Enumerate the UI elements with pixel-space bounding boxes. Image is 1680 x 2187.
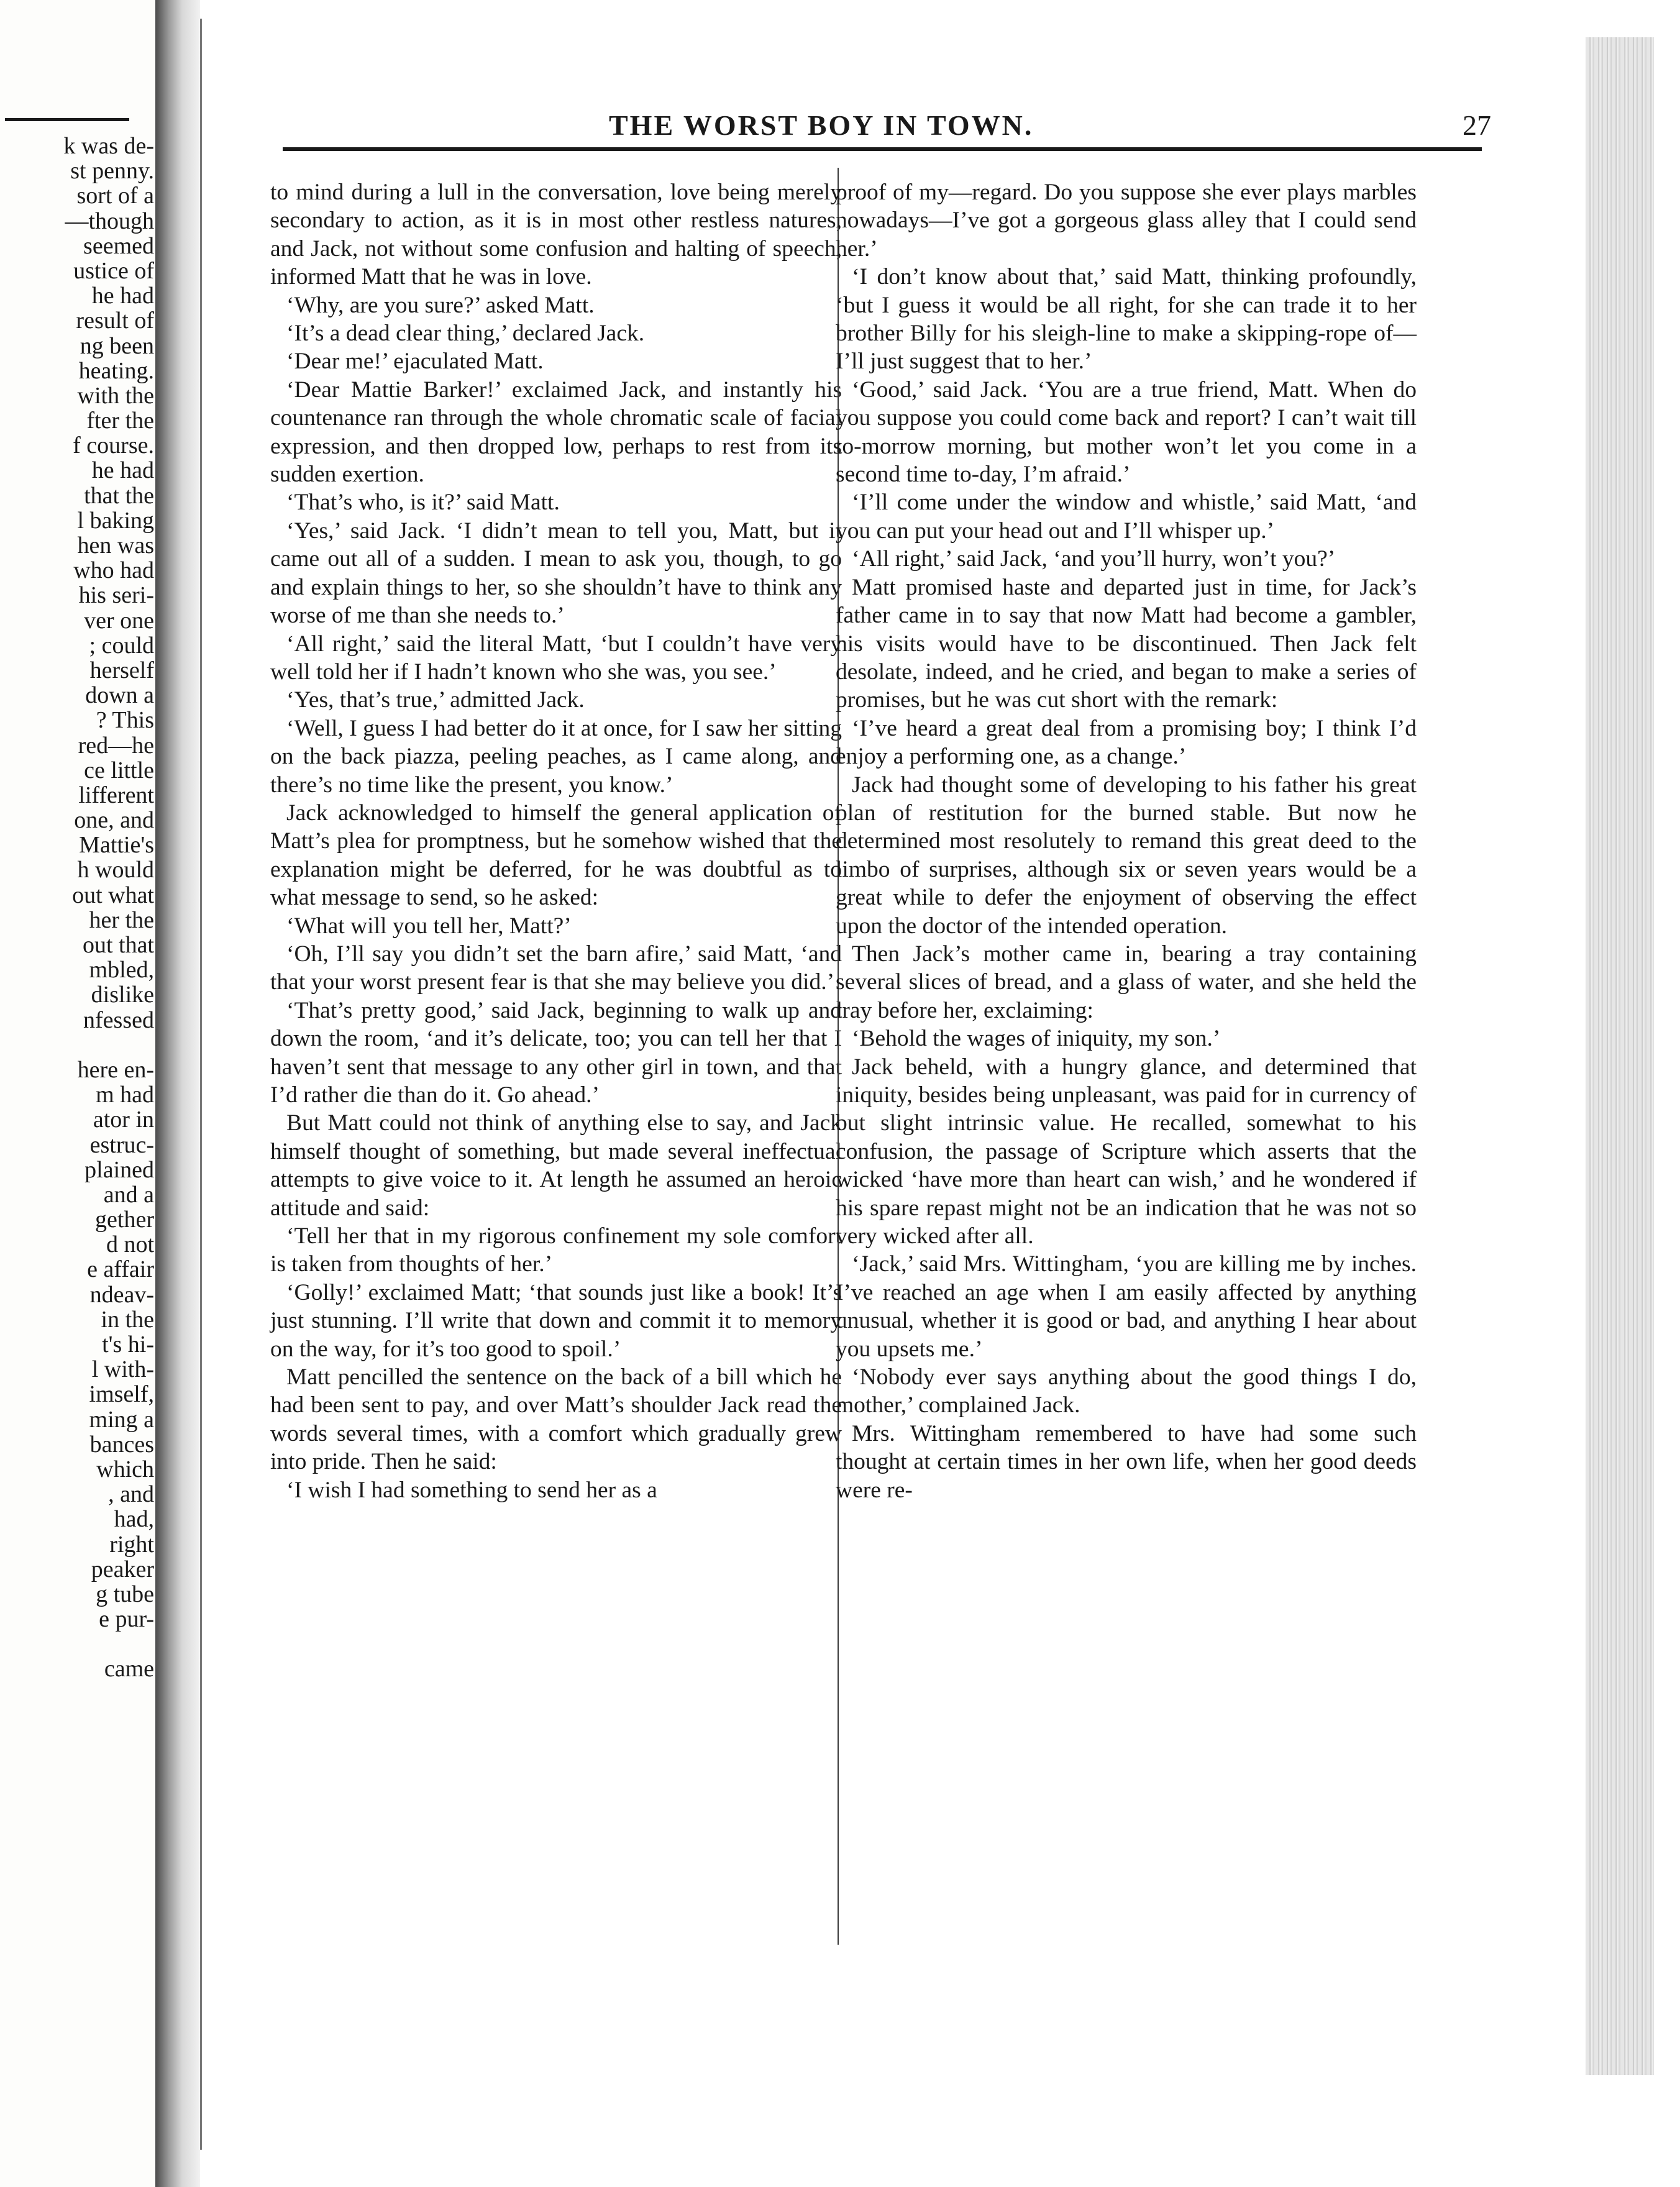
facing-page-line: who had: [73, 557, 154, 584]
facing-page-line: ustice of: [73, 257, 154, 284]
facing-page-line: ator in: [93, 1107, 154, 1133]
facing-page-line: estruc-: [89, 1131, 154, 1158]
page-number: 27: [1463, 109, 1491, 141]
facing-page-line: heating.: [78, 357, 154, 384]
text-column-right: [836, 178, 1417, 1504]
paragraph: ‘Tell her that in my rigorous confinement my sole comfort is taken from thoughts of her.’: [270, 1223, 842, 1277]
facing-page-line: d not: [106, 1231, 154, 1258]
facing-page-line: dislike: [91, 982, 154, 1008]
paragraph: ‘I’ll come under the window and whistle,’ said Matt, ‘and you can put your head out and I’ll whisper up.’: [836, 490, 1417, 544]
paragraph: ‘Dear Mattie Barker!’ exclaimed Jack, and instantly his countenance ran through the whole chromatic scale of facial expression, and then dropped low, perhaps to rest from its sudden exertion.: [270, 377, 842, 488]
facing-page-line: with the: [77, 382, 154, 409]
facing-page-line: plained: [84, 1156, 154, 1183]
facing-page-line: t's hi-: [102, 1331, 154, 1358]
paragraph: Jack had thought some of developing to his father his great plan of restitution for the burned stable. But now he determined most resolutely to remand this great deed to the limbo of surprises, although six or seven years would be a great while to defer the enjoyment of observing the effect upon the doctor of the intended operation.: [836, 772, 1417, 939]
facing-page-line: ng been: [80, 332, 154, 359]
paragraph: Then Jack’s mother came in, bearing a tray containing several slices of bread, and a glass of water, and she held the tray before her, exclaiming:: [836, 941, 1417, 1023]
facing-page-line: here en-: [77, 1056, 154, 1083]
facing-page-line: ? This: [96, 707, 154, 734]
facing-page-line: nfessed: [83, 1007, 154, 1033]
paragraph: Jack acknowledged to himself the general application of Matt’s plea for promptness, but he somehow wished that the explanation might be deferred, for he was doubtful as to what message to send, so he asked:: [270, 800, 842, 911]
facing-page-line: e affair: [87, 1256, 154, 1283]
paragraph: ‘Dear me!’ ejaculated Matt.: [286, 349, 544, 375]
facing-page-line: mbled,: [89, 957, 154, 984]
facing-page-line: bances: [89, 1431, 154, 1458]
paragraph: to mind during a lull in the conversation, love being merely secondary to action, as it is in most other restless natures, and Jack, not without some confusion and halting of speech, informed Matt that he was in love.: [270, 180, 842, 290]
facing-page-line: lifferent: [78, 782, 154, 808]
facing-page-line: ndeav-: [89, 1281, 154, 1308]
facing-page-line: fter the: [86, 408, 154, 434]
facing-page-line: e pur-: [99, 1606, 154, 1633]
paragraph: ‘What will you tell her, Matt?’: [286, 913, 572, 939]
facing-page-line: imself,: [89, 1381, 154, 1408]
paragraph: Jack beheld, with a hungry glance, and determined that iniquity, besides being unpleasant, was paid for in currency of but slight intrinsic value. He recalled, somewhat to his confusion, the passage of Scripture which asserts that the wicked ‘have more than heart can wish,’ and he wondered if his spare repast might not be an indication that he was not so very wicked after all.: [836, 1054, 1417, 1249]
page-edges: [1586, 37, 1654, 2075]
facing-page-line: g tube: [96, 1581, 154, 1607]
facing-page-line: his seri-: [78, 582, 154, 609]
paragraph: But Matt could not think of anything else to say, and Jack himself thought of something, but made several ineffectual attempts to give voice to it. At length he assumed an heroic attitude and said:: [270, 1110, 842, 1221]
facing-page-line: herself: [89, 657, 154, 683]
facing-page-text: [0, 134, 154, 1682]
facing-page-line: Mattie's: [79, 832, 154, 859]
paragraph: ‘Oh, I’ll say you didn’t set the barn afire,’ said Matt, ‘and that your worst present fear is that she may believe you did.’: [270, 941, 842, 995]
facing-page-line: result of: [76, 308, 154, 334]
facing-page-line: out what: [72, 882, 154, 908]
facing-page-line: peaker: [91, 1556, 154, 1582]
facing-page-line: [0, 1033, 154, 1057]
facing-page-line: he had: [91, 457, 154, 484]
facing-page-line: ; could: [89, 632, 154, 659]
paragraph: ‘Good,’ said Jack. ‘You are a true friend, Matt. When do you suppose you could come back and report? I can’t wait till to-morrow morning, but mother won’t let you come in a second time to-day, I’m afraid.’: [836, 377, 1417, 488]
facing-page-line: seemed: [83, 232, 154, 259]
facing-page-line: gether: [95, 1207, 154, 1233]
paragraph: ‘That’s pretty good,’ said Jack, beginning to walk up and down the room, ‘and it’s delicate, too; you can tell her that I haven’t sent that message to any other girl in town, and that I’d rather die than do it. Go ahead.’: [270, 997, 842, 1108]
facing-page-line: k was de-: [63, 133, 154, 159]
facing-page-line: one, and: [74, 807, 154, 834]
facing-page-line: down a: [85, 682, 154, 709]
paragraph: ‘Jack,’ said Mrs. Wittingham, ‘you are killing me by inches. I’ve reached an age when I am easily affected by anything unusual, whether it is good or bad, and anything I hear about you upsets me.’: [836, 1251, 1417, 1362]
paragraph: ‘I don’t know about that,’ said Matt, thinking profoundly, ‘but I guess it would be all right, for she can trade it to her brother Billy for his sleigh-line to make a skipping-rope of—I’ll just suggest that to her.’: [836, 264, 1417, 375]
facing-page-line: ce little: [84, 757, 154, 783]
paragraph: ‘That’s who, is it?’ said Matt.: [286, 490, 560, 516]
facing-page-line: ming a: [89, 1406, 154, 1433]
page-header: [273, 109, 1491, 158]
facing-page-line: that the: [84, 482, 154, 509]
facing-page-line: right: [109, 1531, 154, 1558]
facing-page-line: and a: [103, 1181, 154, 1208]
facing-page-line: red—he: [78, 732, 154, 759]
facing-page-line: st penny.: [70, 158, 154, 185]
facing-page-fragment: [0, 0, 155, 2187]
running-head: THE WORST BOY IN TOWN.: [609, 109, 1034, 141]
facing-page-rule: [5, 118, 129, 125]
paragraph: ‘Yes, that’s true,’ admitted Jack.: [286, 687, 585, 713]
paragraph: ‘Nobody ever says anything about the good things I do, mother,’ complained Jack.: [836, 1364, 1417, 1418]
facing-page-line: he had: [91, 283, 154, 309]
paragraph: Mrs. Wittingham remembered to have had some such thought at certain times in her own life, when her good deeds were re-: [836, 1420, 1417, 1503]
facing-page-line: ver one: [84, 607, 154, 634]
text-column-left: [270, 178, 842, 1504]
header-rule: [283, 147, 1482, 151]
facing-page-line: —though: [65, 208, 154, 234]
facing-page-line: m had: [96, 1082, 154, 1108]
facing-page-line: f course.: [73, 432, 154, 459]
paragraph: ‘It’s a dead clear thing,’ declared Jack.: [286, 321, 645, 347]
facing-page-line: , and: [108, 1481, 154, 1508]
paragraph: ‘Well, I guess I had better do it at once, for I saw her sitting on the back piazza, peeling peaches, as I came along, and there’s no time like the present, you know.’: [270, 715, 842, 798]
facing-page-line: sort of a: [76, 183, 154, 209]
facing-page-line: [0, 1632, 154, 1656]
book-gutter: [155, 0, 200, 2187]
paragraph: ‘Golly!’ exclaimed Matt; ‘that sounds just like a book! It’s just stunning. I’ll write that down and commit it to memory on the way, for it’s too good to spoil.’: [270, 1279, 842, 1362]
facing-page-line: in the: [101, 1306, 154, 1333]
facing-page-line: which: [96, 1456, 154, 1482]
paragraph: ‘I’ve heard a great deal from a promising boy; I think I’d enjoy a performing one, as a change.’: [836, 715, 1417, 770]
paragraph: Matt promised haste and departed just in time, for Jack’s father came in to say that now Matt had become a gambler, his visits would have to be discontinued. Then Jack felt desolate, indeed, and he cried, and began to make a series of promises, but he was cut short with the remark:: [836, 574, 1417, 713]
paragraph: ‘Behold the wages of iniquity, my son.’: [852, 1026, 1221, 1052]
facing-page-line: h would: [77, 857, 154, 883]
paragraph: ‘I wish I had something to send her as a: [286, 1477, 657, 1503]
facing-page-line: her the: [89, 906, 154, 933]
facing-page-line: l baking: [77, 507, 154, 534]
facing-page-line: hen was: [77, 532, 154, 559]
facing-page-line: l with-: [91, 1356, 154, 1383]
paragraph: ‘All right,’ said the literal Matt, ‘but I couldn’t have very well told her if I hadn’t known who she was, you see.’: [270, 631, 842, 685]
paragraph: Matt pencilled the sentence on the back of a bill which he had been sent to pay, and over Matt’s shoulder Jack read the words several times, with a comfort which gradually grew into pride. Then he said:: [270, 1364, 842, 1475]
facing-page-line: out that: [82, 932, 154, 958]
paragraph: ‘Why, are you sure?’ asked Matt.: [286, 292, 595, 318]
paragraph: ‘Yes,’ said Jack. ‘I didn’t mean to tell you, Matt, but it came out all of a sudden. I mean to ask you, though, to go and explain things to her, so she shouldn’t have to think any worse of me than she needs to.’: [270, 518, 842, 629]
facing-page-line: had,: [114, 1506, 154, 1533]
paragraph: ‘All right,’ said Jack, ‘and you’ll hurry, won’t you?’: [852, 546, 1336, 572]
facing-page-line: came: [104, 1656, 154, 1682]
paragraph: proof of my—regard. Do you suppose she ever plays marbles nowadays—I’ve got a gorgeous glass alley that I could send her.’: [836, 180, 1417, 262]
